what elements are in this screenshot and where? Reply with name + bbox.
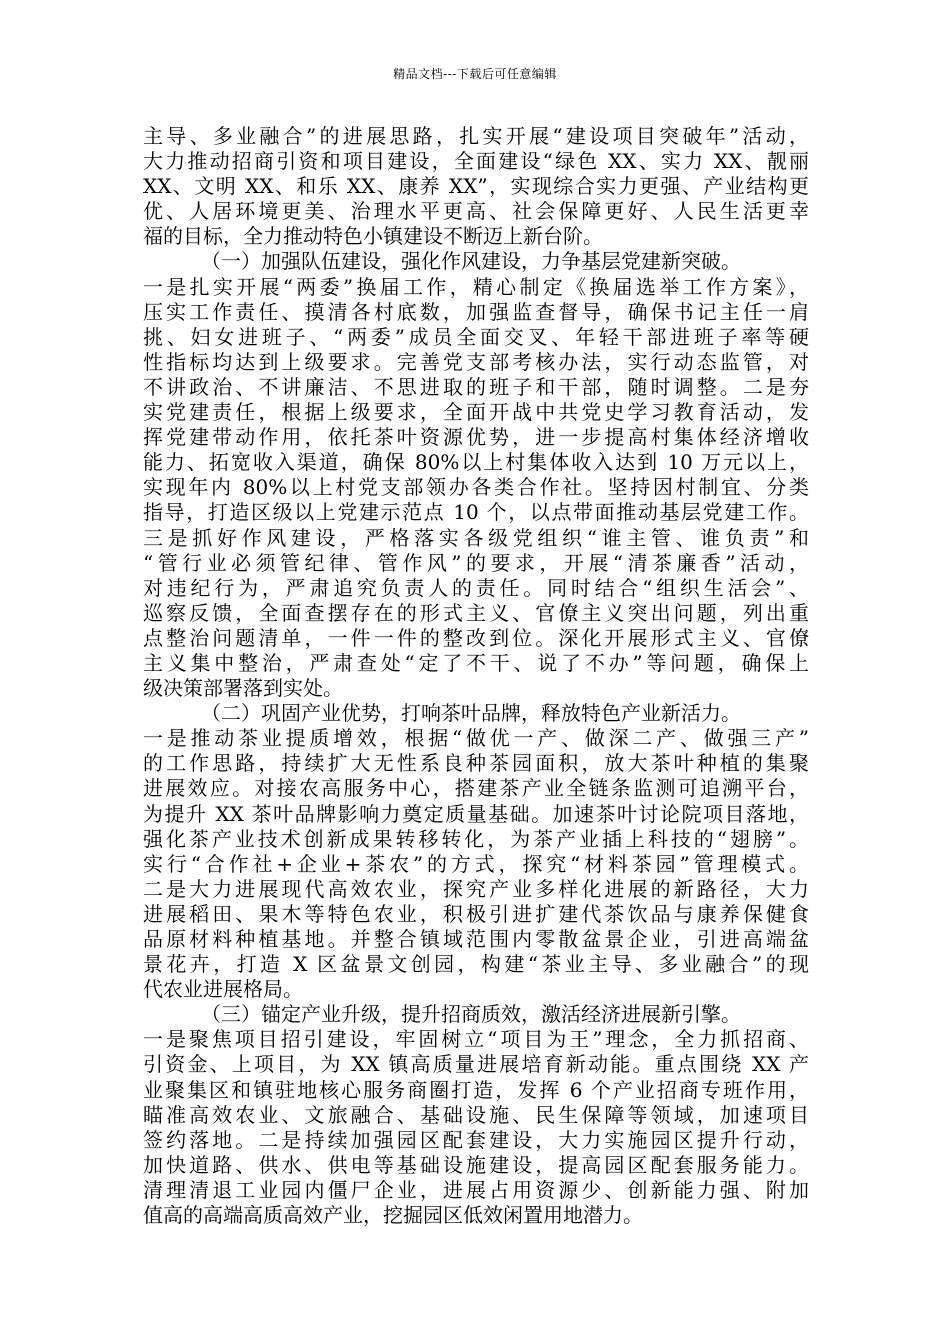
text-line: 主义集中整治，严肃查处“定了不干、说了不办”等问题，确保上 xyxy=(143,650,809,675)
text-line: 加快道路、供水、供电等基础设施建设，提高园区配套服务能力。 xyxy=(143,1152,809,1177)
text-line: 瞄准高效农业、文旅融合、基础设施、民生保障等领域，加速项目 xyxy=(143,1102,809,1127)
text-line: 主导、多业融合”的进展思路，扎实开展“建设项目突破年”活动， xyxy=(143,124,809,148)
text-line: 清理清退工业园内僵尸企业，进展占用资源少、创新能力强、附加 xyxy=(143,1177,809,1202)
text-line: 二是大力进展现代高效农业，探究产业多样化进展的新路径，大力 xyxy=(143,876,809,901)
text-line: 指导，打造区级以上党建示范点 10 个，以点带面推动基层党建工作。 xyxy=(143,500,809,525)
text-line: 进展效应。对接农高服务中心，搭建茶产业全链条监测可追溯平台， xyxy=(143,776,809,801)
paragraph-last-line: 代农业进展格局。 xyxy=(143,977,303,1002)
text-line: 大力推动招商引资和项目建设，全面建设“绿色 XX、实力 XX、靓丽 xyxy=(143,149,809,174)
section-heading-3: （三）锚定产业升级，提升招商质效，激活经济进展新引擎。 xyxy=(201,1002,741,1027)
text-line: 签约落地。二是持续加强园区配套建设，大力实施园区提升行动， xyxy=(143,1127,809,1152)
text-line: 一是聚焦项目招引建设，牢固树立“项目为王”理念，全力抓招商、 xyxy=(143,1027,809,1052)
text-line: 为提升 XX 茶叶品牌影响力奠定质量基础。加速茶叶讨论院项目落地， xyxy=(143,801,809,826)
text-line: 挥党建带动作用，依托茶叶资源优势，进一步提高村集体经济增收 xyxy=(143,425,809,450)
document-body xyxy=(143,124,809,1228)
section-heading-1: （一）加强队伍建设，强化作风建设，力争基层党建新突破。 xyxy=(201,249,741,274)
text-line: 对违纪行为，严肃追究负责人的责任。同时结合“组织生活会”、 xyxy=(143,575,809,600)
text-line: 引资金、上项目，为 XX 镇高质量进展培育新动能。重点围绕 XX 产 xyxy=(143,1052,809,1077)
page-header: 精品文档---下载后可任意编辑 xyxy=(393,67,557,81)
text-line: 实党建责任，根据上级要求，全面开战中共党史学习教育活动，发 xyxy=(143,400,809,425)
text-line: 能力、拓宽收入渠道，确保 80%以上村集体收入达到 10 万元以上， xyxy=(143,450,809,475)
text-line: 进展稻田、果木等特色农业，积极引进扩建代茶饮品与康养保健食 xyxy=(143,901,809,926)
text-line: 巡察反馈，全面查摆存在的形式主义、官僚主义突出问题，列出重 xyxy=(143,600,809,625)
text-line: 品原材料种植基地。并整合镇域范围内零散盆景企业，引进高端盆 xyxy=(143,927,809,951)
section-heading-2: （二）巩固产业优势，打响茶叶品牌，释放特色产业新活力。 xyxy=(201,701,741,726)
text-line: 一是扎实开展“两委”换届工作，精心制定《换届选举工作方案》， xyxy=(143,274,809,299)
text-line: 业聚集区和镇驻地核心服务商圈打造，发挥 6 个产业招商专班作用， xyxy=(143,1077,809,1102)
text-line: 实行“合作社+企业+茶农”的方式，探究“材料茶园”管理模式。 xyxy=(143,851,809,876)
paragraph-last-line: 福的目标，全力推动特色小镇建设不断迈上新台阶。 xyxy=(143,224,603,249)
text-line: XX、文明 XX、和乐 XX、康养 XX”，实现综合实力更强、产业结构更 xyxy=(143,174,809,199)
text-line: 性指标均达到上级要求。完善党支部考核办法，实行动态监管，对 xyxy=(143,349,809,374)
paragraph-last-line: 级决策部署落到实处。 xyxy=(143,676,343,701)
text-line: 的工作思路，持续扩大无性系良种茶园面积，放大茶叶种植的集聚 xyxy=(143,751,809,776)
text-line: 优、人居环境更美、治理水平更高、社会保障更好、人民生活更幸 xyxy=(143,199,809,224)
text-line: 点整治问题清单，一件一件的整改到位。深化开展形式主义、官僚 xyxy=(143,625,809,650)
text-line: 强化茶产业技术创新成果转移转化，为茶产业插上科技的“翅膀”。 xyxy=(143,826,809,851)
text-line: 一是推动茶业提质增效，根据“做优一产、做深二产、做强三产” xyxy=(143,726,809,751)
text-line: 实现年内 80%以上村党支部领办各类合作社。坚持因村制宜、分类 xyxy=(143,475,809,500)
text-line: 压实工作责任、摸清各村底数，加强监查督导，确保书记主任一肩 xyxy=(143,299,809,324)
text-line: “管行业必须管纪律、管作风”的要求，开展“清茶廉香”活动， xyxy=(143,550,809,575)
paragraph-last-line: 值高的高端高质高效产业，挖掘园区低效闲置用地潜力。 xyxy=(143,1203,643,1228)
text-line: 挑、妇女进班子、“两委”成员全面交叉、年轻干部进班子率等硬 xyxy=(143,324,809,349)
text-line: 景花卉，打造 X 区盆景文创园，构建“茶业主导、多业融合”的现 xyxy=(143,952,809,977)
text-line: 不讲政治、不讲廉洁、不思进取的班子和干部，随时调整。二是夯 xyxy=(143,374,809,399)
text-line: 三是抓好作风建设，严格落实各级党组织“谁主管、谁负责”和 xyxy=(143,525,809,550)
